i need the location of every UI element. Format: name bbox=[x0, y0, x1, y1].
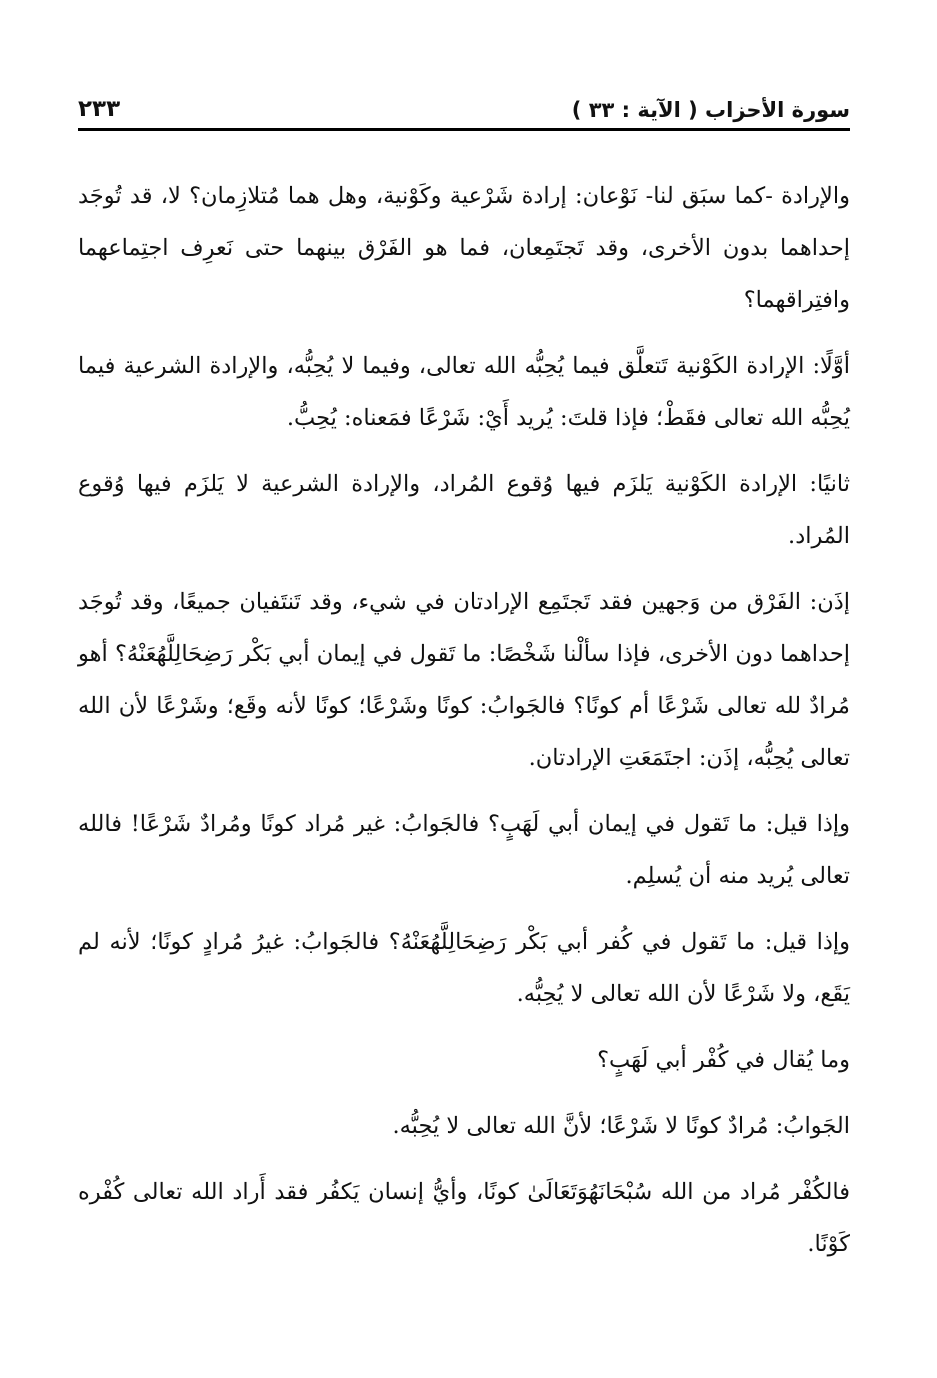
paragraph-2: أوَّلًا: الإرادة الكَوْنية تَتعلَّق فيما يُحِبُّه الله تعالى، وفيما لا يُحِبُّه، والإرادة الشرعية فيما يُحِبُّه الله تعالى فقَطْ؛ فإذا قلتَ: يُريد أَيْ: شَرْعًا فمَعناه: يُحِبُّ. bbox=[78, 353, 850, 431]
paragraph-5: وإذا قيل: ما تَقول في إيمان أبي لَهَبٍ؟ فالجَوابُ: غير مُراد كونًا ومُرادٌ شَرْعًا! فالله تعالى يُريد منه أن يُسلِم. bbox=[78, 811, 850, 889]
paragraph-8: الجَوابُ: مُرادٌ كونًا لا شَرْعًا؛ لأنَّ الله تعالى لا يُحِبُّه. bbox=[392, 1113, 850, 1139]
paragraph-7: وما يُقال في كُفْر أبي لَهَبٍ؟ bbox=[597, 1047, 850, 1073]
paragraph-4: إذَن: الفَرْق من وَجهين فقد تَجتَمِع الإرادتان في شيء، وقد تَنتَفيان جميعًا، وقد تُوجَد إحداهما دون الأخرى، فإذا سألْنا شَخْصًا: ما تَقول في إيمان أبي بَكْر رَضِحَالِلَّهُعَنْهُ؟ أهو مُرادٌ لله تعالى شَرْعًا أم كونًا؟ فالجَوابُ: كونًا وشَرْعًا؛ كونًا لأنه وقَع؛ وشَرْعًا لأن الله تعالى يُحِبُّه، إذَن: اجتَمَعَتِ الإرادتان. bbox=[78, 589, 850, 771]
page-body bbox=[78, 170, 850, 1270]
running-title: سورة الأحزاب ( الآية : ٣٣ ) bbox=[571, 98, 850, 122]
paragraph-9: فالكُفْر مُراد من الله سُبْحَانَهُوَتَعَالَىٰ كونًا، وأيُّ إنسان يَكفُر فقد أَراد الله تعالى كُفْره كَوْنًا. bbox=[78, 1179, 850, 1257]
page-header bbox=[78, 92, 850, 130]
paragraph-6: وإذا قيل: ما تَقول في كُفر أبي بَكْر رَضِحَالِلَّهُعَنْهُ؟ فالجَوابُ: غيرُ مُرادٍ كونًا؛ لأنه لم يَقَع، ولا شَرْعًا لأن الله تعالى لا يُحِبُّه. bbox=[78, 929, 850, 1007]
header-rule bbox=[78, 128, 850, 131]
paragraph-1: والإرادة -كما سبَق لنا- نَوْعان: إرادة شَرْعية وكَوْنية، وهل هما مُتلازِمان؟ لا، قد تُوجَد إحداهما بدون الأخرى، وقد تَجتَمِعان، فما هو الفَرْق بينهما حتى نَعرِف اجتِماعهما وافتِراقهما؟ bbox=[78, 183, 850, 313]
paragraph-3: ثانيًا: الإرادة الكَوْنية يَلزَم فيها وُقوع المُراد، والإرادة الشرعية لا يَلزَم فيها وُقوع المُراد. bbox=[78, 471, 850, 549]
page-number: ٢٣٣ bbox=[78, 96, 121, 122]
